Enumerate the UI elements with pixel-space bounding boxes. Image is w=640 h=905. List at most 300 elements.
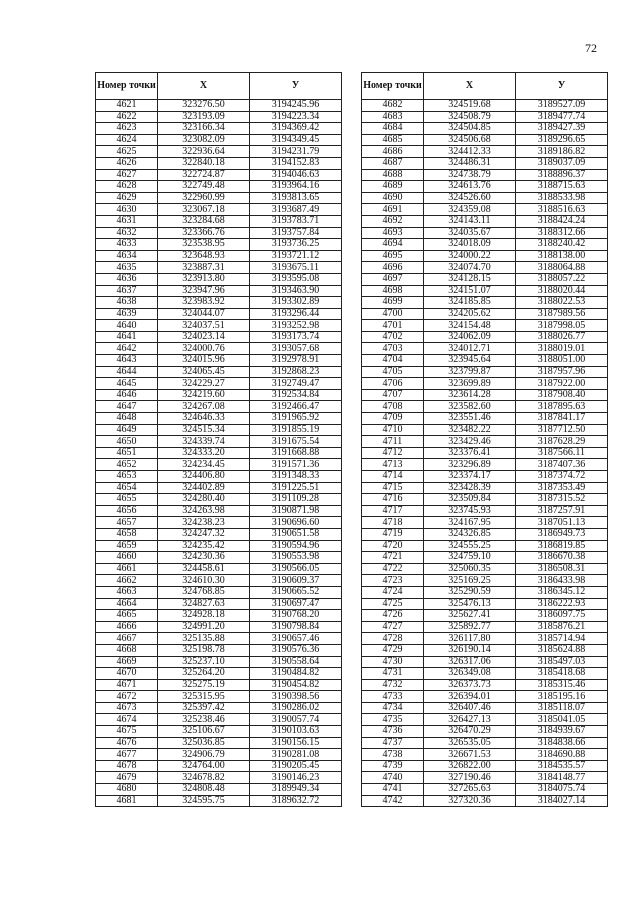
cell-x: 324768.85 xyxy=(158,586,250,598)
cell-x: 324044.07 xyxy=(158,308,250,320)
cell-point-number: 4730 xyxy=(362,656,424,668)
cell-x: 323945.64 xyxy=(424,355,516,367)
table-row xyxy=(96,227,342,239)
cell-point-number: 4720 xyxy=(362,540,424,552)
cell-point-number: 4719 xyxy=(362,528,424,540)
cell-y: 3193675.11 xyxy=(250,262,342,274)
cell-point-number: 4706 xyxy=(362,378,424,390)
cell-point-number: 4679 xyxy=(96,772,158,784)
cell-x: 325198.78 xyxy=(158,644,250,656)
table-row xyxy=(362,181,608,193)
cell-x: 323482.22 xyxy=(424,424,516,436)
table-row xyxy=(96,760,342,772)
cell-point-number: 4672 xyxy=(96,691,158,703)
table-row xyxy=(362,795,608,807)
cell-y: 3185876.21 xyxy=(516,621,608,633)
cell-point-number: 4723 xyxy=(362,575,424,587)
table-row xyxy=(96,239,342,251)
header-x: X xyxy=(424,73,516,100)
cell-x: 323296.89 xyxy=(424,459,516,471)
table-row xyxy=(96,389,342,401)
cell-x: 325275.19 xyxy=(158,679,250,691)
cell-point-number: 4631 xyxy=(96,215,158,227)
table-row xyxy=(362,250,608,262)
table-row xyxy=(362,656,608,668)
table-row xyxy=(362,389,608,401)
table-row xyxy=(362,633,608,645)
cell-x: 324906.79 xyxy=(158,749,250,761)
table-row xyxy=(96,262,342,274)
table-row xyxy=(362,702,608,714)
cell-x: 324506.68 xyxy=(424,134,516,146)
cell-point-number: 4699 xyxy=(362,297,424,309)
table-row xyxy=(362,471,608,483)
table-body-right xyxy=(362,100,608,807)
cell-y: 3185714.94 xyxy=(516,633,608,645)
cell-y: 3191348.33 xyxy=(250,471,342,483)
cell-y: 3190286.02 xyxy=(250,702,342,714)
cell-y: 3188064.88 xyxy=(516,262,608,274)
cell-y: 3189186.82 xyxy=(516,146,608,158)
cell-x: 327265.63 xyxy=(424,784,516,796)
cell-point-number: 4626 xyxy=(96,157,158,169)
cell-x: 324808.48 xyxy=(158,784,250,796)
table-row xyxy=(96,355,342,367)
cell-point-number: 4701 xyxy=(362,320,424,332)
cell-y: 3187922.00 xyxy=(516,378,608,390)
cell-point-number: 4641 xyxy=(96,331,158,343)
cell-x: 325315.95 xyxy=(158,691,250,703)
header-y: У xyxy=(516,73,608,100)
cell-x: 324263.98 xyxy=(158,505,250,517)
table-row xyxy=(362,482,608,494)
cell-x: 324595.75 xyxy=(158,795,250,807)
cell-y: 3190146.23 xyxy=(250,772,342,784)
table-row xyxy=(96,644,342,656)
cell-point-number: 4690 xyxy=(362,192,424,204)
cell-x: 324205.62 xyxy=(424,308,516,320)
table-row xyxy=(362,355,608,367)
cell-point-number: 4728 xyxy=(362,633,424,645)
table-row xyxy=(96,378,342,390)
cell-point-number: 4633 xyxy=(96,239,158,251)
cell-x: 324230.36 xyxy=(158,552,250,564)
cell-point-number: 4665 xyxy=(96,610,158,622)
cell-x: 323276.50 xyxy=(158,100,250,112)
cell-x: 324678.82 xyxy=(158,772,250,784)
cell-point-number: 4638 xyxy=(96,297,158,309)
cell-x: 326190.14 xyxy=(424,644,516,656)
table-row xyxy=(362,285,608,297)
cell-point-number: 4717 xyxy=(362,505,424,517)
cell-x: 323947.96 xyxy=(158,285,250,297)
cell-y: 3187374.72 xyxy=(516,471,608,483)
cell-point-number: 4689 xyxy=(362,181,424,193)
table-row xyxy=(96,772,342,784)
cell-x: 324515.34 xyxy=(158,424,250,436)
table-row xyxy=(362,320,608,332)
table-row xyxy=(362,192,608,204)
cell-y: 3187315.52 xyxy=(516,494,608,506)
cell-point-number: 4696 xyxy=(362,262,424,274)
table-row xyxy=(362,772,608,784)
cell-point-number: 4632 xyxy=(96,227,158,239)
table-row xyxy=(362,726,608,738)
table-row xyxy=(96,331,342,343)
cell-x: 323887.31 xyxy=(158,262,250,274)
cell-y: 3193595.08 xyxy=(250,273,342,285)
cell-y: 3185315.46 xyxy=(516,679,608,691)
cell-point-number: 4709 xyxy=(362,413,424,425)
cell-y: 3188026.77 xyxy=(516,331,608,343)
table-row xyxy=(96,668,342,680)
table-row xyxy=(96,598,342,610)
cell-y: 3190871.98 xyxy=(250,505,342,517)
cell-x: 325397.42 xyxy=(158,702,250,714)
cell-point-number: 4682 xyxy=(362,100,424,112)
table-row xyxy=(96,192,342,204)
table-row xyxy=(362,610,608,622)
cell-y: 3189632.72 xyxy=(250,795,342,807)
cell-x: 326822.00 xyxy=(424,760,516,772)
cell-x: 324359.08 xyxy=(424,204,516,216)
cell-point-number: 4660 xyxy=(96,552,158,564)
cell-x: 325237.10 xyxy=(158,656,250,668)
cell-y: 3193463.90 xyxy=(250,285,342,297)
cell-point-number: 4707 xyxy=(362,389,424,401)
cell-x: 324018.09 xyxy=(424,239,516,251)
table-row xyxy=(362,598,608,610)
cell-y: 3193813.65 xyxy=(250,192,342,204)
cell-point-number: 4671 xyxy=(96,679,158,691)
table-row xyxy=(96,308,342,320)
cell-y: 3194349.45 xyxy=(250,134,342,146)
cell-point-number: 4624 xyxy=(96,134,158,146)
cell-y: 3190594.96 xyxy=(250,540,342,552)
table-row xyxy=(96,494,342,506)
cell-y: 3190651.58 xyxy=(250,528,342,540)
cell-point-number: 4681 xyxy=(96,795,158,807)
table-row xyxy=(96,726,342,738)
cell-y: 3188051.00 xyxy=(516,355,608,367)
cell-x: 323067.18 xyxy=(158,204,250,216)
cell-point-number: 4714 xyxy=(362,471,424,483)
cell-point-number: 4674 xyxy=(96,714,158,726)
table-row xyxy=(362,737,608,749)
cell-y: 3193783.71 xyxy=(250,215,342,227)
table-row xyxy=(362,760,608,772)
cell-x: 323648.93 xyxy=(158,250,250,262)
cell-y: 3193296.44 xyxy=(250,308,342,320)
cell-y: 3188312.66 xyxy=(516,227,608,239)
cell-point-number: 4726 xyxy=(362,610,424,622)
cell-x: 322840.18 xyxy=(158,157,250,169)
table-row xyxy=(96,714,342,726)
table-row xyxy=(362,204,608,216)
cell-x: 324333.20 xyxy=(158,447,250,459)
table-row xyxy=(362,586,608,598)
cell-point-number: 4734 xyxy=(362,702,424,714)
table-row xyxy=(96,586,342,598)
cell-x: 323428.39 xyxy=(424,482,516,494)
cell-y: 3187908.40 xyxy=(516,389,608,401)
header-point-number: Номер точки xyxy=(362,73,424,100)
table-row xyxy=(362,157,608,169)
cell-x: 327320.36 xyxy=(424,795,516,807)
cell-y: 3191668.88 xyxy=(250,447,342,459)
cell-point-number: 4691 xyxy=(362,204,424,216)
cell-point-number: 4727 xyxy=(362,621,424,633)
cell-point-number: 4731 xyxy=(362,668,424,680)
cell-x: 324185.85 xyxy=(424,297,516,309)
cell-point-number: 4654 xyxy=(96,482,158,494)
cell-y: 3187051.13 xyxy=(516,517,608,529)
cell-x: 323376.41 xyxy=(424,447,516,459)
cell-point-number: 4657 xyxy=(96,517,158,529)
cell-y: 3187712.50 xyxy=(516,424,608,436)
cell-y: 3186345.12 xyxy=(516,586,608,598)
cell-y: 3190281.08 xyxy=(250,749,342,761)
cell-point-number: 4628 xyxy=(96,181,158,193)
cell-point-number: 4675 xyxy=(96,726,158,738)
table-row xyxy=(362,343,608,355)
cell-y: 3184075.74 xyxy=(516,784,608,796)
cell-point-number: 4664 xyxy=(96,598,158,610)
cell-point-number: 4697 xyxy=(362,273,424,285)
cell-x: 324219.60 xyxy=(158,389,250,401)
table-row xyxy=(362,366,608,378)
cell-point-number: 4636 xyxy=(96,273,158,285)
cell-point-number: 4647 xyxy=(96,401,158,413)
cell-y: 3187257.91 xyxy=(516,505,608,517)
cell-x: 323913.80 xyxy=(158,273,250,285)
cell-x: 326317.06 xyxy=(424,656,516,668)
cell-point-number: 4721 xyxy=(362,552,424,564)
table-row xyxy=(96,621,342,633)
table-row xyxy=(96,471,342,483)
cell-x: 322936.64 xyxy=(158,146,250,158)
cell-x: 326349.08 xyxy=(424,668,516,680)
cell-point-number: 4622 xyxy=(96,111,158,123)
cell-x: 325135.88 xyxy=(158,633,250,645)
table-row xyxy=(362,784,608,796)
cell-point-number: 4629 xyxy=(96,192,158,204)
cell-point-number: 4708 xyxy=(362,401,424,413)
cell-x: 323983.92 xyxy=(158,297,250,309)
cell-x: 324154.48 xyxy=(424,320,516,332)
cell-point-number: 4680 xyxy=(96,784,158,796)
cell-point-number: 4621 xyxy=(96,100,158,112)
table-row xyxy=(96,366,342,378)
cell-y: 3190609.37 xyxy=(250,575,342,587)
table-row xyxy=(96,482,342,494)
cell-point-number: 4741 xyxy=(362,784,424,796)
cell-y: 3191225.51 xyxy=(250,482,342,494)
cell-y: 3188240.42 xyxy=(516,239,608,251)
cell-y: 3190454.82 xyxy=(250,679,342,691)
cell-x: 327190.46 xyxy=(424,772,516,784)
table-row xyxy=(96,737,342,749)
cell-point-number: 4710 xyxy=(362,424,424,436)
cell-x: 323082.09 xyxy=(158,134,250,146)
cell-x: 326535.05 xyxy=(424,737,516,749)
table-row xyxy=(96,691,342,703)
cell-y: 3188516.63 xyxy=(516,204,608,216)
cell-x: 323538.95 xyxy=(158,239,250,251)
cell-point-number: 4695 xyxy=(362,250,424,262)
cell-y: 3186949.73 xyxy=(516,528,608,540)
cell-x: 324128.15 xyxy=(424,273,516,285)
cell-point-number: 4649 xyxy=(96,424,158,436)
cell-point-number: 4645 xyxy=(96,378,158,390)
cell-y: 3191855.19 xyxy=(250,424,342,436)
cell-point-number: 4693 xyxy=(362,227,424,239)
cell-x: 325476.13 xyxy=(424,598,516,610)
cell-point-number: 4700 xyxy=(362,308,424,320)
cell-y: 3184690.88 xyxy=(516,749,608,761)
cell-point-number: 4669 xyxy=(96,656,158,668)
table-row xyxy=(96,610,342,622)
cell-y: 3194231.79 xyxy=(250,146,342,158)
cell-x: 324738.79 xyxy=(424,169,516,181)
cell-x: 324339.74 xyxy=(158,436,250,448)
cell-point-number: 4698 xyxy=(362,285,424,297)
cell-x: 326427.13 xyxy=(424,714,516,726)
cell-x: 324991.20 xyxy=(158,621,250,633)
table-header-row xyxy=(96,73,342,100)
cell-x: 324235.42 xyxy=(158,540,250,552)
cell-y: 3187998.05 xyxy=(516,320,608,332)
table-row xyxy=(96,413,342,425)
table-row xyxy=(362,668,608,680)
table-row xyxy=(362,749,608,761)
cell-point-number: 4623 xyxy=(96,123,158,135)
cell-point-number: 4666 xyxy=(96,621,158,633)
cell-point-number: 4677 xyxy=(96,749,158,761)
cell-x: 326470.29 xyxy=(424,726,516,738)
table-row xyxy=(362,123,608,135)
table-row xyxy=(362,308,608,320)
cell-x: 323429.46 xyxy=(424,436,516,448)
cell-x: 324238.23 xyxy=(158,517,250,529)
cell-y: 3190768.20 xyxy=(250,610,342,622)
cell-x: 324504.85 xyxy=(424,123,516,135)
cell-point-number: 4634 xyxy=(96,250,158,262)
cell-x: 325892.77 xyxy=(424,621,516,633)
cell-x: 324555.25 xyxy=(424,540,516,552)
cell-x: 324526.60 xyxy=(424,192,516,204)
cell-point-number: 4670 xyxy=(96,668,158,680)
table-row xyxy=(96,111,342,123)
table-row xyxy=(96,424,342,436)
table-row xyxy=(96,343,342,355)
table-row xyxy=(96,749,342,761)
cell-point-number: 4737 xyxy=(362,737,424,749)
cell-point-number: 4652 xyxy=(96,459,158,471)
cell-y: 3189037.09 xyxy=(516,157,608,169)
table-row xyxy=(96,633,342,645)
table-row xyxy=(96,123,342,135)
cell-point-number: 4736 xyxy=(362,726,424,738)
cell-y: 3192978.91 xyxy=(250,355,342,367)
cell-point-number: 4646 xyxy=(96,389,158,401)
cell-x: 324412.33 xyxy=(424,146,516,158)
cell-y: 3187628.29 xyxy=(516,436,608,448)
cell-point-number: 4635 xyxy=(96,262,158,274)
cell-x: 324508.79 xyxy=(424,111,516,123)
cell-point-number: 4678 xyxy=(96,760,158,772)
table-row xyxy=(96,784,342,796)
cell-y: 3192466.47 xyxy=(250,401,342,413)
cell-y: 3193057.68 xyxy=(250,343,342,355)
table-row xyxy=(362,714,608,726)
table-row xyxy=(96,517,342,529)
cell-y: 3185195.16 xyxy=(516,691,608,703)
table-row xyxy=(362,459,608,471)
table-row xyxy=(362,528,608,540)
cell-x: 324928.18 xyxy=(158,610,250,622)
table-row xyxy=(362,644,608,656)
cell-x: 323699.89 xyxy=(424,378,516,390)
cell-y: 3193173.74 xyxy=(250,331,342,343)
cell-point-number: 4667 xyxy=(96,633,158,645)
cell-x: 324267.08 xyxy=(158,401,250,413)
cell-y: 3188022.53 xyxy=(516,297,608,309)
table-row xyxy=(362,552,608,564)
table-row xyxy=(96,459,342,471)
cell-x: 324062.09 xyxy=(424,331,516,343)
table-row xyxy=(96,795,342,807)
cell-point-number: 4642 xyxy=(96,343,158,355)
coordinates-table-left xyxy=(95,72,342,807)
table-row xyxy=(96,250,342,262)
cell-point-number: 4662 xyxy=(96,575,158,587)
cell-x: 324035.67 xyxy=(424,227,516,239)
cell-x: 324074.70 xyxy=(424,262,516,274)
table-row xyxy=(96,679,342,691)
cell-point-number: 4640 xyxy=(96,320,158,332)
cell-y: 3191109.28 xyxy=(250,494,342,506)
cell-x: 323582.60 xyxy=(424,401,516,413)
cell-y: 3190576.36 xyxy=(250,644,342,656)
cell-y: 3185624.88 xyxy=(516,644,608,656)
table-row xyxy=(96,134,342,146)
cell-y: 3190398.56 xyxy=(250,691,342,703)
cell-x: 323374.17 xyxy=(424,471,516,483)
table-body-left xyxy=(96,100,342,807)
cell-point-number: 4724 xyxy=(362,586,424,598)
coordinates-table-right xyxy=(361,72,608,807)
cell-point-number: 4703 xyxy=(362,343,424,355)
cell-point-number: 4694 xyxy=(362,239,424,251)
cell-y: 3186222.93 xyxy=(516,598,608,610)
table-row xyxy=(362,297,608,309)
table-row xyxy=(362,378,608,390)
cell-y: 3189527.09 xyxy=(516,100,608,112)
table-row xyxy=(362,100,608,112)
cell-x: 323366.76 xyxy=(158,227,250,239)
cell-x: 324065.45 xyxy=(158,366,250,378)
cell-x: 324000.22 xyxy=(424,250,516,262)
table-row xyxy=(362,215,608,227)
cell-y: 3190657.46 xyxy=(250,633,342,645)
cell-point-number: 4725 xyxy=(362,598,424,610)
cell-y: 3187407.36 xyxy=(516,459,608,471)
table-row xyxy=(96,215,342,227)
table-row xyxy=(96,436,342,448)
cell-x: 323509.84 xyxy=(424,494,516,506)
table-row xyxy=(362,227,608,239)
